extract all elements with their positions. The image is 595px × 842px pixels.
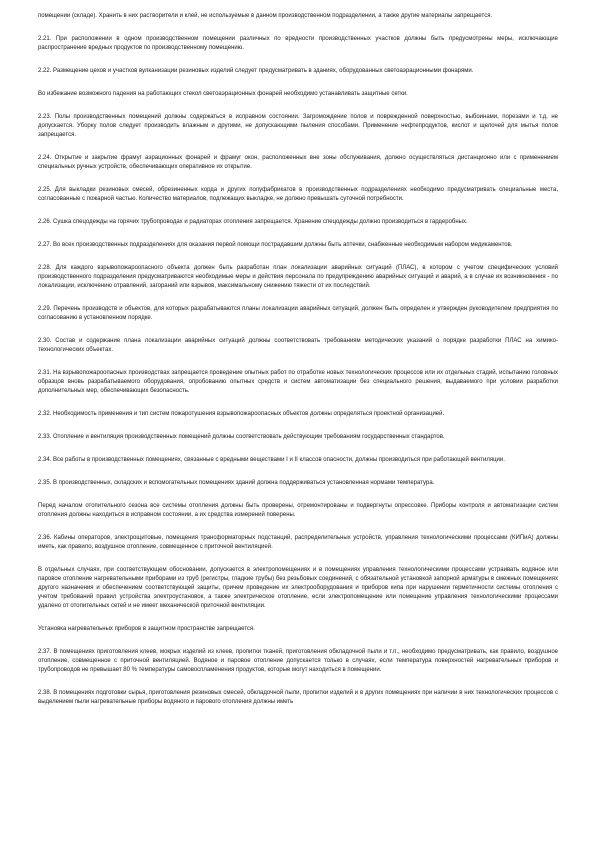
paragraph: 2.24. Открытие и закрытие фрамуг аэрационных фонарей и фрамуг окон, расположенных вне зоны обслуживания, должно осуществляться дистанционно или с применением специальных ручных устройств, обеспечивающих оперативное их открытие. <box>38 155 558 170</box>
paragraph: 2.26. Сушка спецодежды на горячих трубопроводах и радиаторах отопления запрещается. Хранение спецодежды должно производиться в гардеробных. <box>38 219 468 225</box>
paragraph: 2.30. Состав и содержание плана локализации аварийных ситуаций должны соответствовать требованиям методических указаний о порядке разработки ПЛАС на химико-технологических объектах. <box>38 338 558 353</box>
paragraph: 2.29. Перечень производств и объектов, для которых разрабатываются планы локализации аварийных ситуаций, должен быть определен и утвержден руководителем предприятия по согласованию в установленном порядке. <box>38 306 558 321</box>
paragraph: 2.32. Необходимость применения и тип систем пожаротушения взрывопожароопасных объектов должны определяться проектной организацией. <box>38 411 445 417</box>
paragraph: Во избежание возможного падения на работающих стекол светоаэрационных фонарей необходимо устанавливать защитные сетки. <box>38 91 408 97</box>
paragraph: 2.33. Отопление и вентиляция производственных помещений должны соответствовать действующим требованиям государственных стандартов. <box>38 434 445 440</box>
paragraph: 2.37. В помещениях приготовления клеев, мокрых изделий из клеев, пропитки тканей, приготовления обкладочной пыли и т.п., необходимо предусматривать, как правило, воздушное отопление, совмещенное с приточной вентиляцией. Водяное и паровое отопление допускается только в случаях, если температура поверхностей нагревательных приборов и трубопроводов не превышает 80 % температуры самовоспламенения продуктов, которые могут находиться в помещении. <box>38 649 558 673</box>
paragraph: 2.34. Все работы в производственных помещениях, связанные с вредными веществами I и II классов опасности, должны производиться при работающей вентиляции. <box>38 457 505 463</box>
paragraph: 2.31. На взрывопожароопасных производствах запрещается проведение опытных работ по отработке новых технологических процессов или их отдельных стадий, испытанию головных образцов вновь разрабатываемого оборудования, опробованию опытных средств и систем автоматизации без специального решения, выдаваемого при условии разработки дополнительных мер, обеспечивающих безопасность. <box>38 370 558 394</box>
paragraph: 2.35. В производственных, складских и вспомогательных помещениях зданий должна поддерживаться установленная нормами температура. <box>38 480 435 486</box>
document-page <box>38 12 558 721</box>
paragraph: 2.38. В помещениях подготовки сырья, приготовления резиновых смесей, обкладочной пыли, пропитки изделий и в других помещениях при наличии в них технологических процессов с выделением пыли нагревательные приборы водяного и парового отопления должны иметь <box>38 690 558 705</box>
paragraph: помещении (складе). Хранить в них растворители и клей, не используемые в данном производственном подразделении, а также другие материалы запрещается. <box>38 13 493 19</box>
paragraph: Установка нагревательных приборов в защитном пространстве запрещается. <box>38 626 255 632</box>
paragraph: В отдельных случаях, при соответствующем обосновании, допускается в электропомещениях и в помещениях управления технологическими процессами устраивать водяное или паровое отопление нагревательными приборами из труб (регистры, гладкие трубы) без резьбовых соединений, с обязательной установкой запорной арматуры в смежных помещениях другого назначения и обеспечением соответствующей защиты, причем проведение их электрооборудования и приборов кипа при нарушении герметичности системы отопления с учетом требований правил устройства электроустановок, а также электрическое отопление, если электропомещение или помещение управления технологическими процессами удалено от отопительных сетей и не имеет механической приточной вентиляции. <box>38 567 558 609</box>
paragraph: 2.36. Кабины операторов, электрощитовые, помещения трансформаторных подстанций, распределительных устройств, управления технологическими процессами (КИПиА) должны иметь, как правило, воздушное отопление, совмещенное с приточной вентиляцией. <box>38 535 558 550</box>
paragraph: 2.25. Для выкладки резиновых смесей, обрезиненных корда и других полуфабрикатов в производственных подразделениях необходимо предусматривать специальные места, согласованные с пожарной частью. Количество материалов, подлежащих выкладке, не должно превышать суточной потребности. <box>38 187 558 202</box>
paragraph: Перед началом отопительного сезона все системы отопления должны быть проверены, отремонтированы и подвергнуты опрессовке. Приборы контроля и автоматизации систем отопления должны находиться в исправном состоянии, а их средства измерений поверены. <box>38 503 558 518</box>
paragraph: 2.21. При расположении в одном производственном помещении различных по вредности производственных участков должны быть предусмотрены меры, исключающие распространение вредных продуктов по производственному помещению. <box>38 36 558 51</box>
paragraph: 2.23. Полы производственных помещений должны содержаться в исправном состоянии. Загромождение полов и поврежденной поверхностью, выбоинами, порезами и т.д. не допускается. Уборку полов следует производить влажным и другими, не допускающими пыления способами. Применение нефтепродуктов, кислот и щелочей для мытья полов запрещается. <box>38 114 558 138</box>
paragraph: 2.27. Во всех производственных подразделениях для оказания первой помощи пострадавшим должны быть аптечки, снабженные необходимым набором медикаментов. <box>38 242 513 248</box>
paragraph: 2.22. Размещение цехов и участков вулканизации резиновых изделий следует предусматривать в зданиях, оборудованных светоаэрационными фонарями. <box>38 68 474 74</box>
paragraph: 2.28. Для каждого взрывопожароопасного объекта должен быть разработан план локализации аварийных ситуаций (ПЛАС), в котором с учетом специфических условий производственного подразделения предусматриваются необходимые меры и действия персонала по предупреждению аварийных ситуаций и аварий, а в случае их возникновения - по локализации, исключению отравлений, загораний или взрывов, максимальному снижению тяжести от их последствий. <box>38 265 558 289</box>
